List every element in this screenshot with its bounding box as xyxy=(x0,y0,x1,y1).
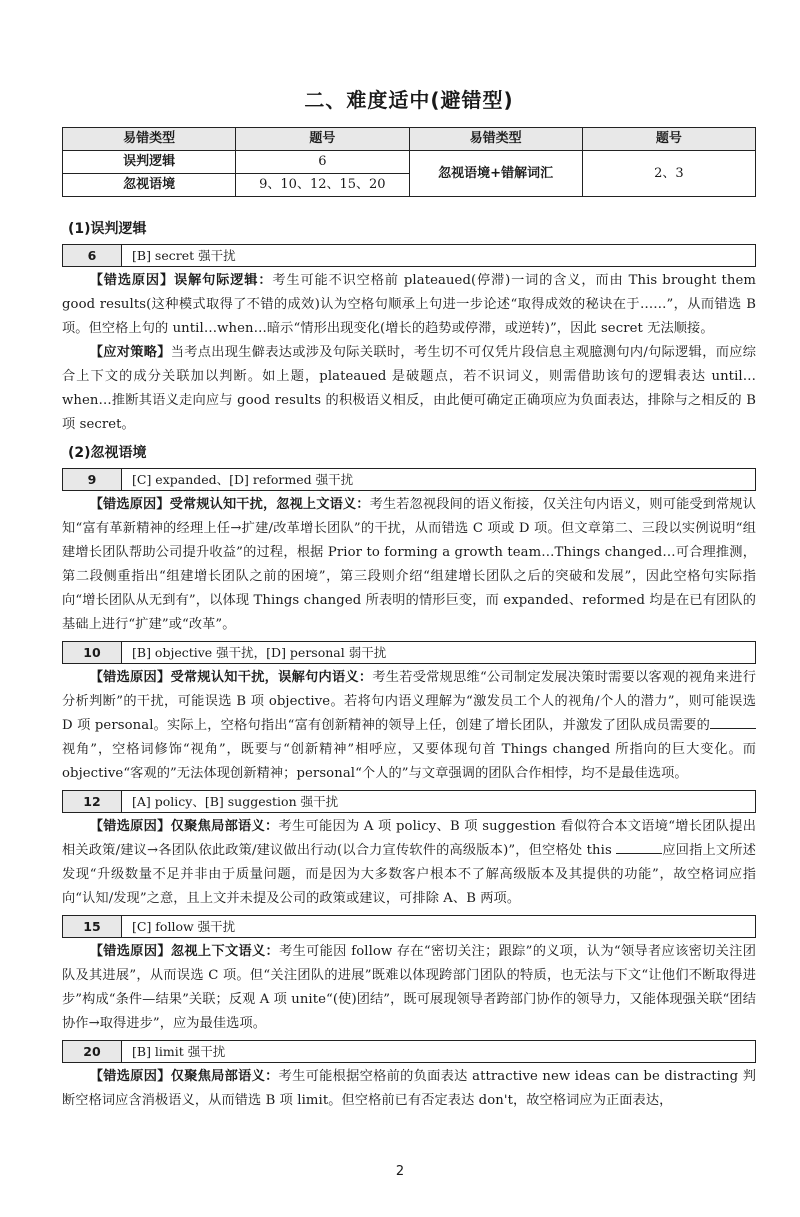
analysis-paragraph xyxy=(62,269,756,341)
question-bar xyxy=(62,790,756,813)
paragraph-text: 考生可能不识空格前 plateaued(停滞)一词的含义，而由 This brought them good results(这种模式取得了不错的成效)认为空格句顺承上句进一步论述“取得成效的秘诀在于……”，从而错选 B 项。但空格上句的 until…when…暗示“情形出现变化(增长的趋势或停滞，或逆转)”，因此 secret 无法顺接。 xyxy=(62,273,756,336)
page-title: 二、难度适中(避错型) xyxy=(304,88,514,112)
answer-blank xyxy=(616,839,662,854)
question-number: 15 xyxy=(63,916,122,937)
paragraph-text: 考生可能因 follow 存在“密切关注；跟踪”的义项，认为“领导者应该密切关注团队及其进展”，从而误选 C 项。但“关注团队的进展”既难以体现跨部门团队的特质，也无法与下文“让他们不断取得进步”构成“条件—结果”关联；反观 A 项 unite“(使)团结”，既可展现领导者跨部门协作的领导力，又能体现强关联“团结协作→取得进步”，应为最佳选项。 xyxy=(62,944,756,1031)
paragraph-tag: 【错选原因】受常规认知干扰，忽视上文语义： xyxy=(89,497,370,512)
question-distractor: [B] objective 强干扰，[D] personal 弱干扰 xyxy=(132,645,387,660)
question-number: 6 xyxy=(63,245,122,266)
paragraph-text: 考生若忽视段间的语义衔接，仅关注句内语义，则可能受到常规认知“富有革新精神的经理上任→扩建/改革增长团队”的干扰，从而错选 C 项或 D 项。但文章第二、三段以实例说明“组建增长团队帮助公司提升收益”的过程，根据 Prior to forming a growth team…Things changed…可合理推测，第二段侧重指出“组建增长团队之前的困境”，第三段则介绍“组建增长团队之后的突破和发展”，因此空格句实际指向“增长团队从无到有”，以体现 Things changed 所表明的情形巨变，而 expanded、reformed 均是在已有团队的基础上进行“扩建”或“改革”。 xyxy=(62,497,756,632)
paragraph-tag: 【错选原因】误解句际逻辑： xyxy=(89,273,273,288)
paragraph-text: 应回指上文所述发现“升级数量不足并非由于质量问题，而是因为大多数客户根本不了解高级版本及其提供的功能”，故空格词应指向“认知/发现”之意，且上文并未提及公司的政策或建议，可排除 A、B 两项。 xyxy=(62,843,757,906)
page xyxy=(62,0,756,1113)
question-bar xyxy=(62,641,756,664)
paragraph-text: 考生若受常规思维“公司制定发展决策时需要以客观的视角来进行分析判断”的干扰，可能误选 B 项 objective。若将句内语义理解为“激发员工个人的视角/个人的潜力”，则可能误选 D 项 personal。实际上，空格句指出“富有创新精神的领导上任，创建了增长团队，并激发了团队成员需要的 xyxy=(62,670,757,733)
error-type-cell: 忽视语境 xyxy=(63,174,236,197)
question-nums-cell: 2、3 xyxy=(582,151,755,197)
question-nums-cell: 9、10、12、15、20 xyxy=(236,174,409,197)
analysis-paragraph xyxy=(62,815,756,911)
analysis-paragraph xyxy=(62,1065,756,1113)
error-type-cell: 误判逻辑 xyxy=(63,151,236,174)
answer-blank xyxy=(710,714,756,729)
question-number: 10 xyxy=(63,642,122,663)
header-cell: 题号 xyxy=(236,128,409,151)
paragraph-tag: 【应对策略】 xyxy=(89,345,171,360)
table-header-row xyxy=(63,128,756,151)
table-row xyxy=(63,151,756,174)
question-number: 12 xyxy=(63,791,122,812)
question-bar xyxy=(62,915,756,938)
question-number: 20 xyxy=(63,1041,122,1062)
section-heading: (2)忽视语境 xyxy=(68,445,147,461)
error-type-cell: 忽视语境+错解词汇 xyxy=(409,151,582,197)
question-distractor: [C] expanded、[D] reformed 强干扰 xyxy=(132,472,354,487)
question-distractor: [B] limit 强干扰 xyxy=(132,1044,226,1059)
page-number: 2 xyxy=(395,1164,405,1179)
question-distractor: [A] policy、[B] suggestion 强干扰 xyxy=(132,794,339,809)
paragraph-text: 视角”，空格词修饰“视角”，既要与“创新精神”相呼应，又要体现句首 Things changed 所指向的巨大变化。而 objective“客观的”无法体现创新精神；personal“个人的”与文章强调的团队合作相悖，均不是最佳选项。 xyxy=(62,742,756,781)
question-bar xyxy=(62,468,756,491)
analysis-paragraph xyxy=(62,493,756,637)
summary-table xyxy=(62,127,756,197)
question-nums-cell: 6 xyxy=(236,151,409,174)
paragraph-tag: 【错选原因】受常规认知干扰，误解句内语义： xyxy=(89,670,373,685)
question-distractor: [B] secret 强干扰 xyxy=(132,248,236,263)
analysis-paragraph xyxy=(62,666,756,786)
analysis-paragraph xyxy=(62,940,756,1036)
question-distractor: [C] follow 强干扰 xyxy=(132,919,236,934)
analysis-paragraph xyxy=(62,341,756,437)
paragraph-text: 考生可能根据空格前的负面表达 attractive new ideas can be distracting 判断空格词应含消极语义，从而错选 B 项 limit。但空格前已有否定表达 don't，故空格词应为正面表达， xyxy=(62,1069,756,1108)
section-heading: (1)误判逻辑 xyxy=(68,221,147,237)
question-bar xyxy=(62,1040,756,1063)
question-bar xyxy=(62,244,756,267)
header-cell: 易错类型 xyxy=(409,128,582,151)
question-number: 9 xyxy=(63,469,122,490)
paragraph-tag: 【错选原因】忽视上下文语义： xyxy=(89,944,280,959)
paragraph-text: 考生可能因为 A 项 policy、B 项 suggestion 看似符合本文语境“增长团队提出相关政策/建议→各团队依此政策/建议做出行动(以合力宣传软件的高级版本)”，但空格处 this xyxy=(62,819,756,858)
paragraph-text: 当考点出现生僻表达或涉及句际关联时，考生切不可仅凭片段信息主观臆测句内/句际逻辑，而应综合上下文的成分关联加以判断。如上题，plateaued 是破题点，若不识词义，则需借助该句的逻辑表达 until…when…推断其语义走向应与 good results 的积极语义相反，由此便可确定正确项应为负面表达，排除与之相反的 B 项 secret。 xyxy=(62,345,756,432)
paragraph-tag: 【错选原因】仅聚焦局部语义： xyxy=(89,1069,279,1084)
header-cell: 易错类型 xyxy=(63,128,236,151)
header-cell: 题号 xyxy=(582,128,755,151)
paragraph-tag: 【错选原因】仅聚焦局部语义： xyxy=(89,819,279,834)
